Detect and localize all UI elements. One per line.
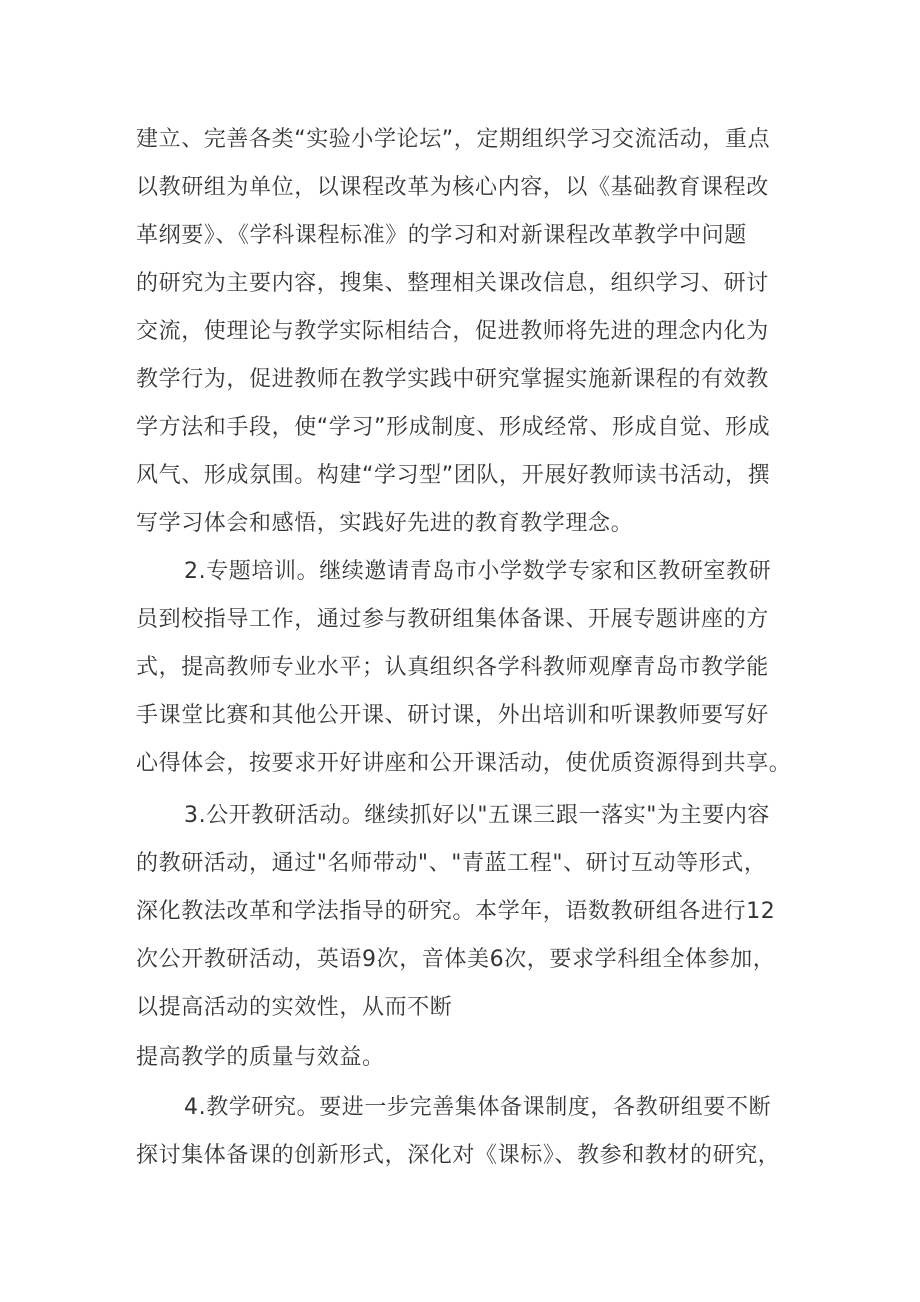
paragraph-first-line: 2.专题培训。继续邀请青岛市小学数学专家和区教研室教研	[184, 559, 772, 584]
text-line: 风气、形成氛围。构建“学习型”团队，开展好教师读书活动，撰	[136, 463, 771, 488]
text-line: 心得体会，按要求开好讲座和公开课活动，使优质资源得到共享。	[136, 751, 792, 776]
text-line: 革纲要》、《学科课程标准》的学习和对新课程改革教学中问题	[136, 223, 747, 248]
text-line: 以教研组为单位，以课程改革为核心内容，以《基础教育课程改	[136, 175, 769, 200]
text-line: 建立、完善各类“实验小学论坛”，定期组织学习交流活动，重点	[136, 127, 771, 152]
text-line: 次公开教研活动，英语9次，音体美6次，要求学科组全体参加，	[136, 947, 776, 972]
text-line: 式，提高教师专业水平；认真组织各学科教师观摩青岛市教学能	[136, 655, 769, 680]
text-line: 以提高活动的实效性，从而不断	[136, 995, 453, 1020]
text-line: 的研究为主要内容，搜集、整理相关课改信息，组织学习、研讨	[136, 271, 769, 296]
paragraph-first-line: 3.公开教研活动。继续抓好以"五课三跟一落实"为主要内容	[184, 803, 771, 828]
text-line: 提高教学的质量与效益。	[136, 1045, 385, 1070]
text-line: 探讨集体备课的创新形式，深化对《课标》、教参和教材的研究，	[136, 1143, 781, 1168]
paragraph-first-line: 4.教学研究。要进一步完善集体备课制度，各教研组要不断	[184, 1095, 772, 1120]
text-line: 写学习体会和感悟，实践好先进的教育教学理念。	[136, 511, 634, 536]
text-line: 手课堂比赛和其他公开课、研讨课，外出培训和听课教师要写好	[136, 703, 769, 728]
text-line: 的教研活动，通过"名师带动"、"青蓝工程"、研讨互动等形式，	[136, 851, 767, 876]
text-line: 学方法和手段，使“学习”形成制度、形成经常、形成自觉、形成	[136, 415, 771, 440]
text-line: 教学行为，促进教师在教学实践中研究掌握实施新课程的有效教	[136, 367, 769, 392]
text-line: 交流，使理论与教学实际相结合，促进教师将先进的理念内化为	[136, 319, 769, 344]
text-line: 员到校指导工作，通过参与教研组集体备课、开展专题讲座的方	[136, 607, 769, 632]
text-line: 深化教法改革和学法指导的研究。本学年，语数教研组各进行12	[136, 899, 776, 924]
